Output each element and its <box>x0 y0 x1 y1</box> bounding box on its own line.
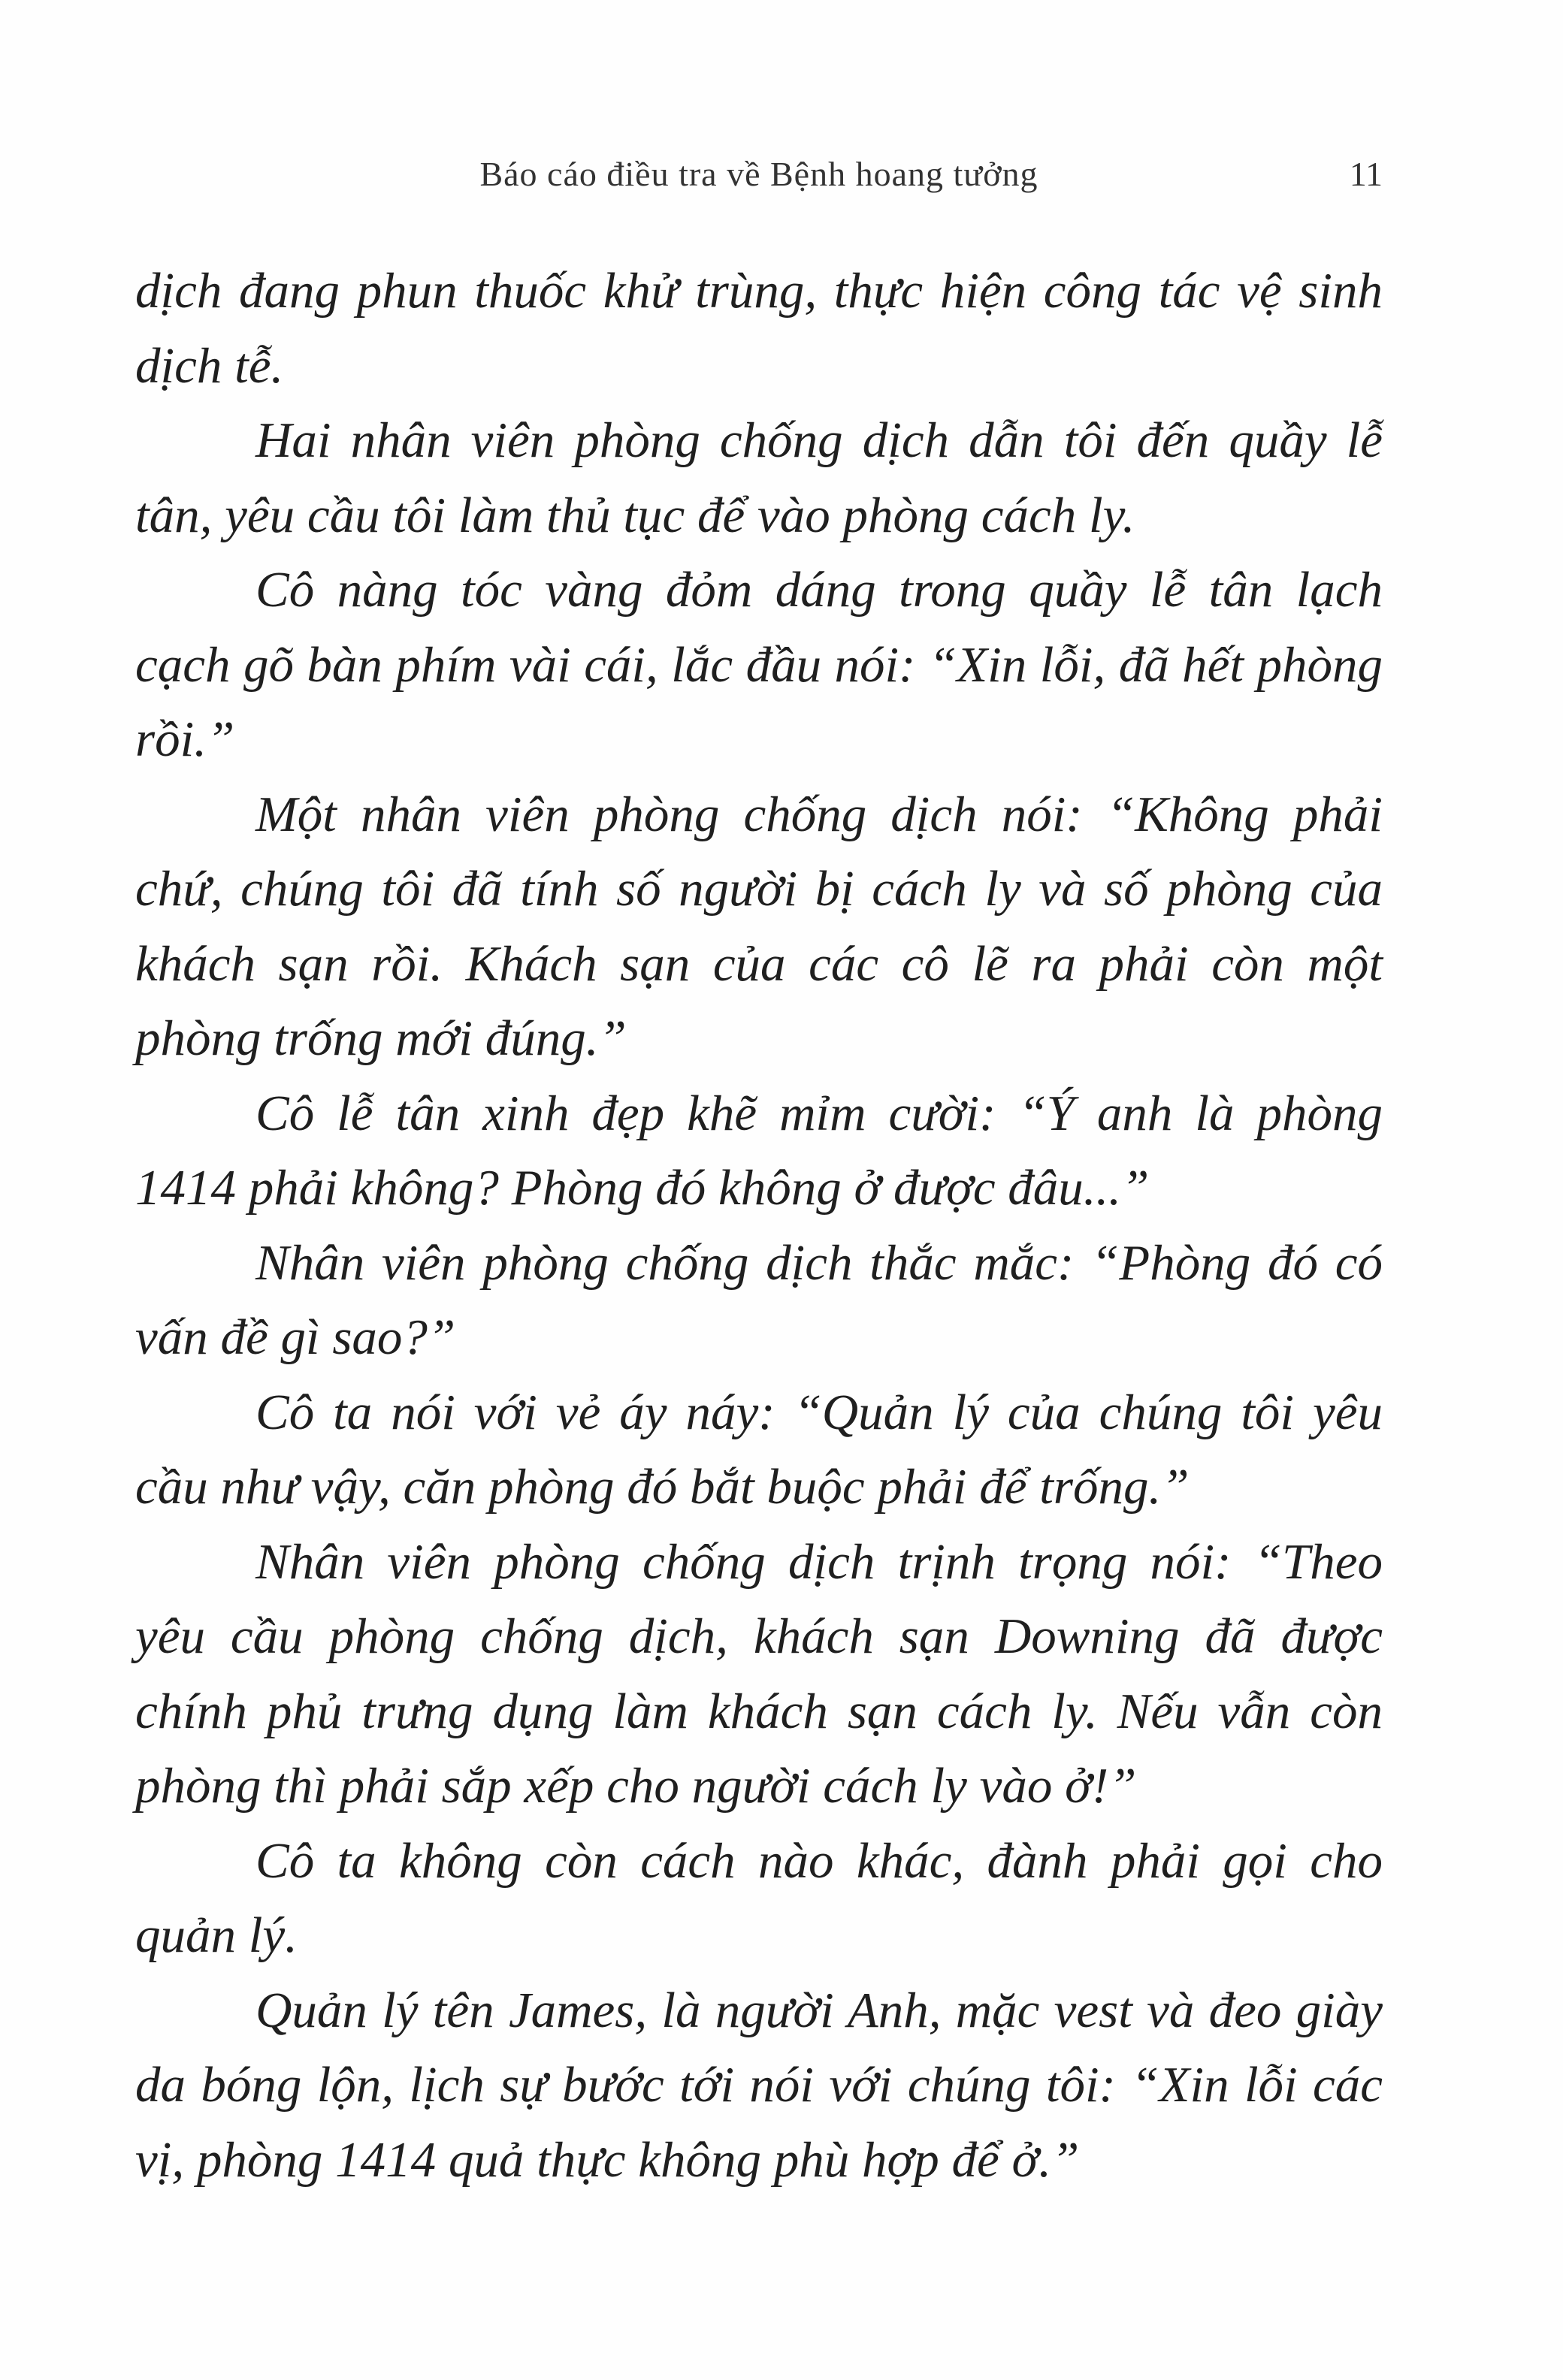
paragraph: Cô nàng tóc vàng đỏm dáng trong quầy lễ tân lạch cạch gõ bàn phím vài cái, lắc đầu nói: “Xin lỗi, đã hết phòng rồi.” <box>135 562 1383 767</box>
paragraph: Cô ta nói với vẻ áy náy: “Quản lý của chúng tôi yêu cầu như vậy, căn phòng đó bắt buộc phải để trống.” <box>135 1384 1383 1515</box>
body-text <box>135 254 1383 2197</box>
paragraph: Nhân viên phòng chống dịch thắc mắc: “Phòng đó có vấn đề gì sao?” <box>135 1234 1383 1365</box>
paragraph-continued: dịch đang phun thuốc khử trùng, thực hiện công tác vệ sinh dịch tễ. <box>135 263 1383 394</box>
paragraph: Cô ta không còn cách nào khác, đành phải gọi cho quản lý. <box>135 1832 1383 1963</box>
page-number: 11 <box>1349 155 1383 193</box>
running-header <box>135 154 1383 207</box>
paragraph: Một nhân viên phòng chống dịch nói: “Không phải chứ, chúng tôi đã tính số người bị cách ly và số phòng của khách sạn rồi. Khách sạn của các cô lẽ ra phải còn một phòng trống mới đúng.” <box>135 786 1383 1066</box>
running-title: Báo cáo điều tra về Bệnh hoang tưởng <box>479 155 1038 193</box>
paragraph: Cô lễ tân xinh đẹp khẽ mỉm cười: “Ý anh là phòng 1414 phải không? Phòng đó không ở được đâu...” <box>135 1085 1383 1216</box>
paragraph: Quản lý tên James, là người Anh, mặc vest và đeo giày da bóng lộn, lịch sự bước tới nói với chúng tôi: “Xin lỗi các vị, phòng 1414 quả thực không phù hợp để ở.” <box>135 1982 1383 2188</box>
paragraph: Hai nhân viên phòng chống dịch dẫn tôi đến quầy lễ tân, yêu cầu tôi làm thủ tục để vào phòng cách ly. <box>135 412 1383 543</box>
paragraph: Nhân viên phòng chống dịch trịnh trọng nói: “Theo yêu cầu phòng chống dịch, khách sạn Downing đã được chính phủ trưng dụng làm khách sạn cách ly. Nếu vẫn còn phòng thì phải sắp xếp cho người cách ly vào ở!” <box>135 1533 1383 1814</box>
